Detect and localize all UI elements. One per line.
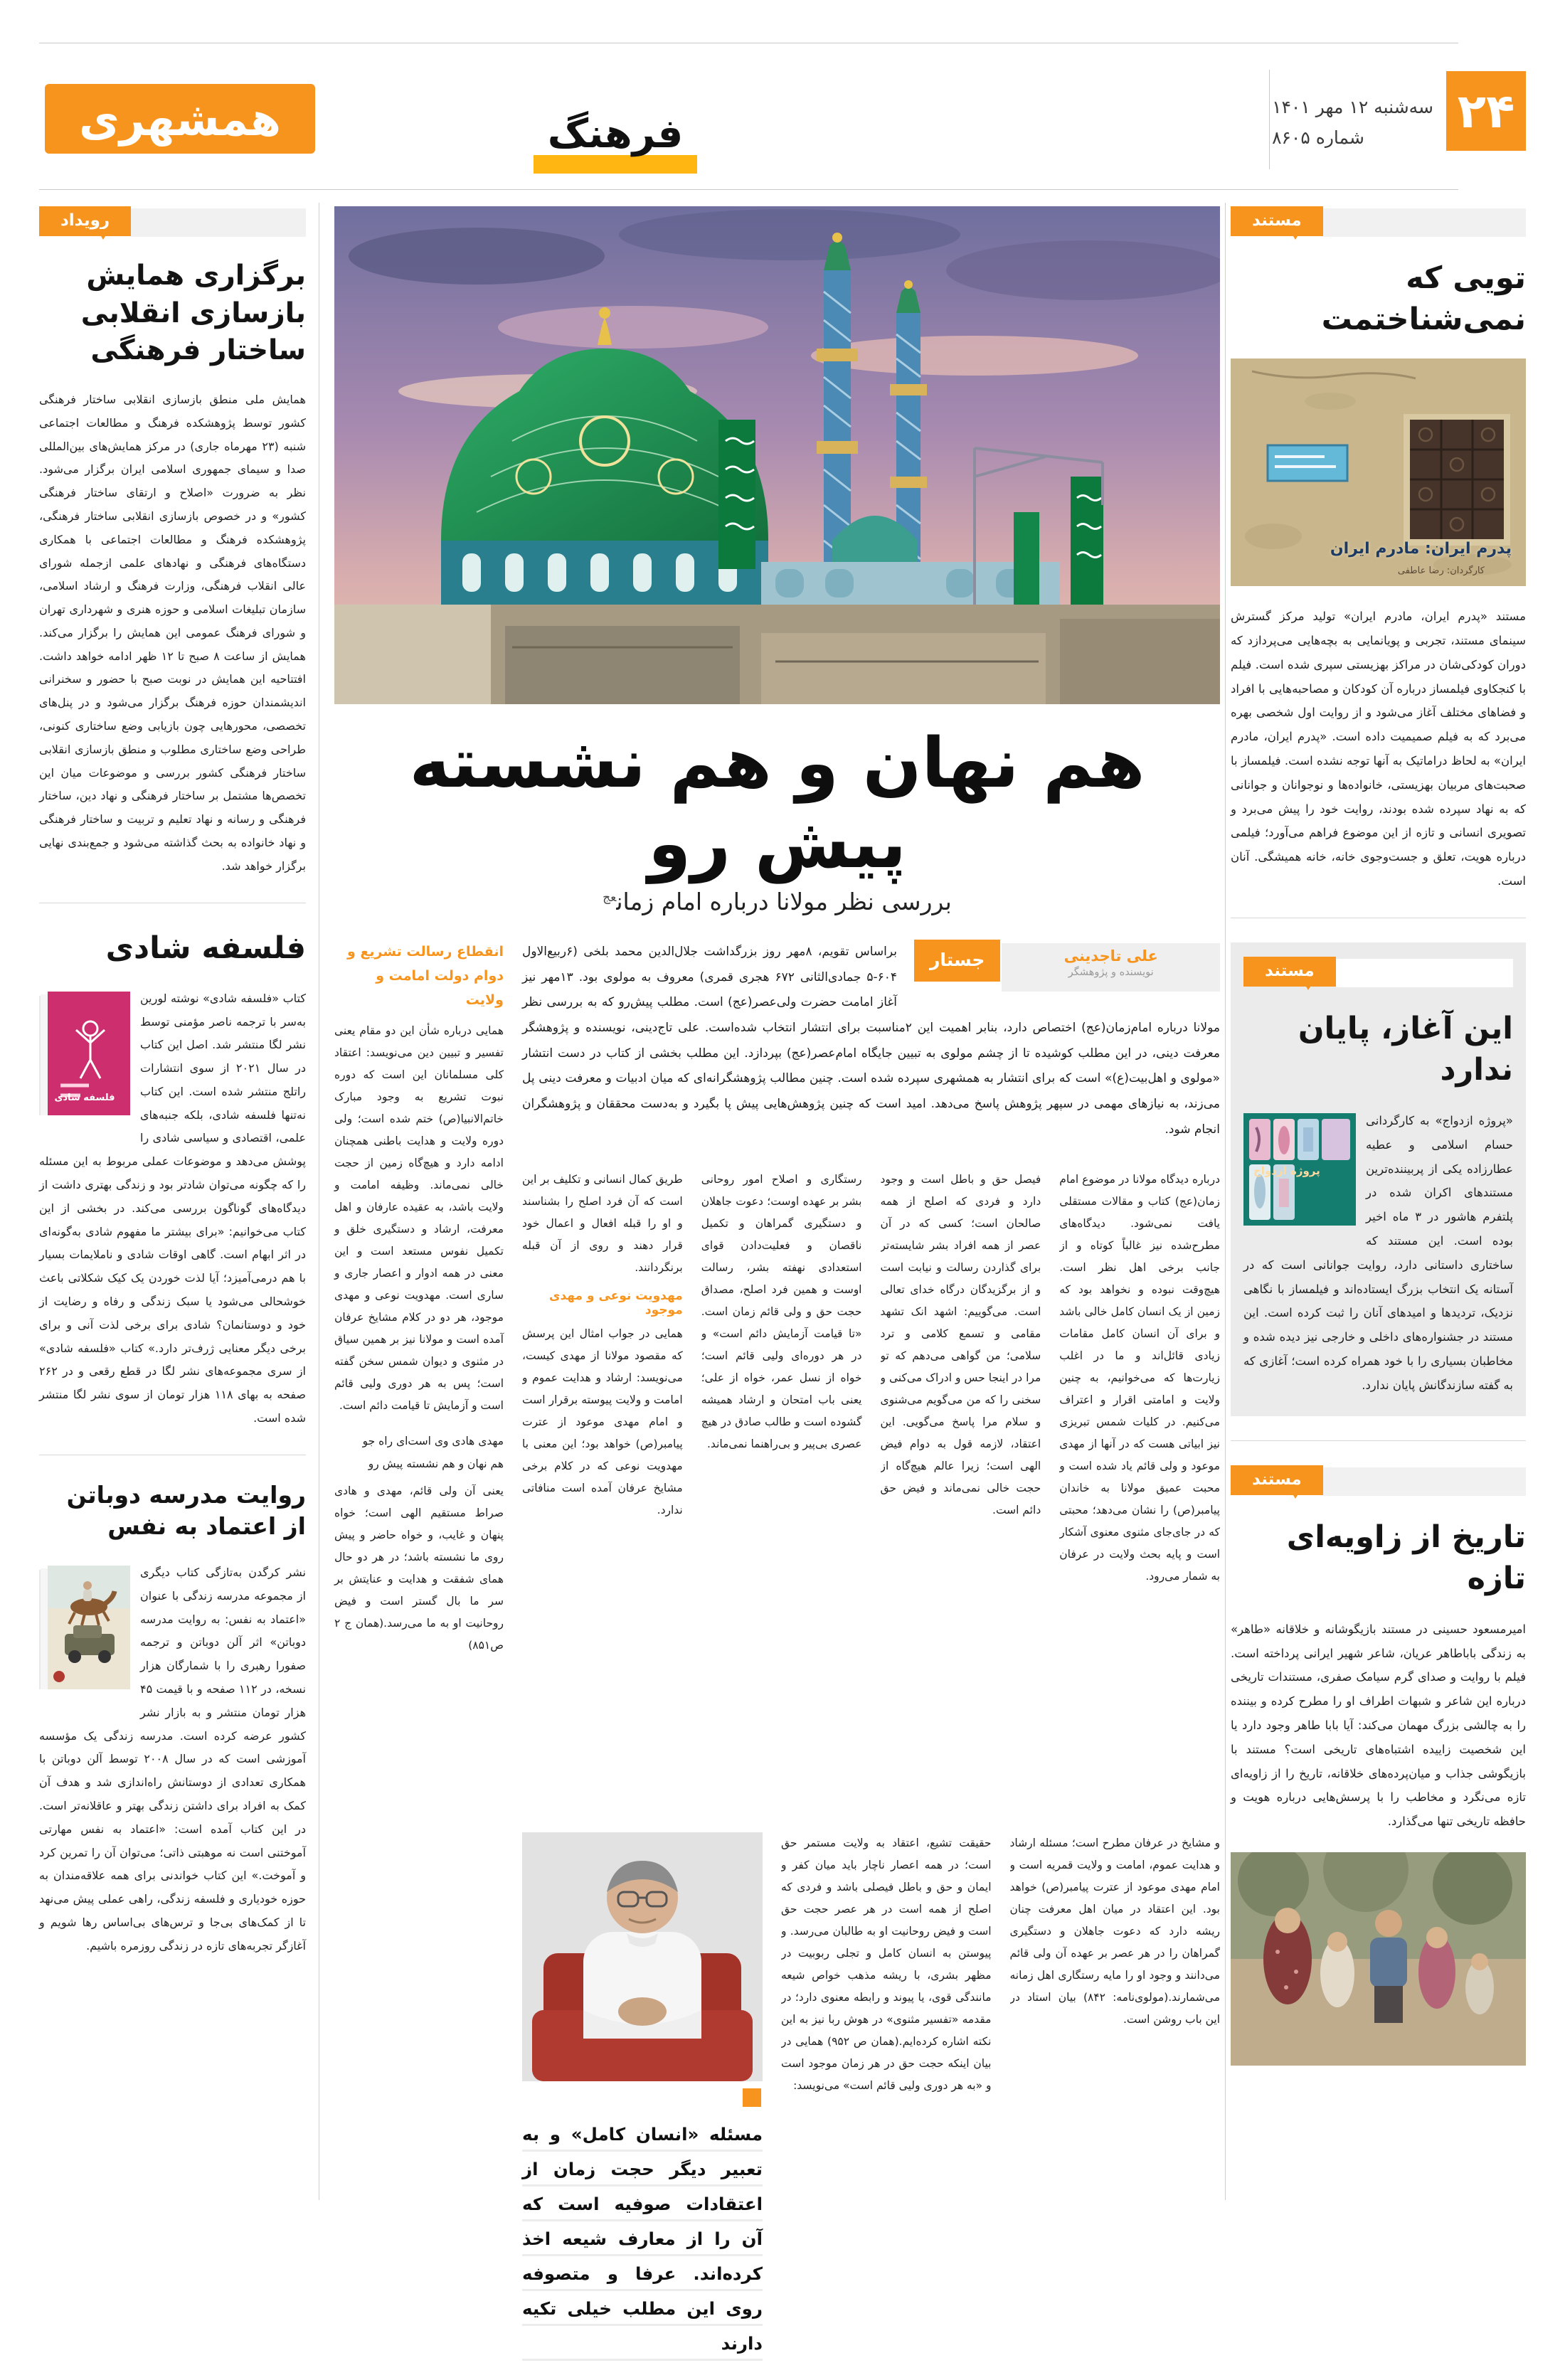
issue-line: شماره ۸۶۰۵: [1272, 127, 1364, 148]
pull-quote: مسئله «انسان کامل» و به تعبیر دیگر حجت زمان از اعتقادات صوفیه است که آن را از معارف شیعه اخذ کرده‌اند. عرفا و متصوفه روی این مطلب خیلی تکیه دارند: [522, 2117, 763, 2361]
book1-body: [39, 987, 306, 1430]
scholar-portrait-illustration: [522, 1832, 763, 2081]
mid-subhead: مهدویت نوعی و مهدی موجود: [548, 1288, 683, 1317]
doc3-body: امیرمسعود حسینی در مستند بازیگوشانه و خلاقانه «طاهر» به زندگی باباطاهر عریان، شاعر شهیر ایرانی پرداخته است. فیلم با روایت و صدای گرم سیامک صفری، مستندات تاریخی درباره این شاعر و شبهات اطراف او را مطرح کرده و بیننده را به چالشی بزرگ مهمان می‌کند: آیا بابا طاهر وجود دارد یا این شخصیت زاییده اشتباه‌های تاریخی است؟ مستند با بازیگوشی جذاب و میان‌پرده‌های خلاقانه، تاریخ را از زاویه‌ای تازه می‌نگرد و مخاطب را با پرسش‌هایی درباره هویت و حافظه تاریخی تنها می‌گذارد.: [1231, 1622, 1526, 1829]
doc1-photo-caption: پدرم ایران: مادرم ایران: [1330, 540, 1512, 558]
section-title-highlight: [534, 155, 697, 174]
right-rail: [1231, 206, 1526, 2084]
event-article: [39, 206, 306, 878]
book-article-1: [39, 928, 306, 1430]
side-subhead: انقطاع رسالت تشریع و دوام دولت امامت و ولایت: [346, 944, 504, 1009]
main-subtitle-text: بررسی نظر مولانا درباره امام زمان: [616, 888, 952, 915]
book2-cover: [39, 1566, 130, 1701]
header-vertical-rule: [1269, 70, 1270, 169]
doc2-poster: [1243, 1113, 1356, 1234]
event-body: همایش ملی منطق بازسازی انقلابی ساختار فرهنگی کشور توسط پژوهشکده فرهنگ و مطالعات اجتماعی شنبه (۲۳ مهرماه جاری) در مرکز همایش‌های بین‌المللی صدا و سیمای جمهوری اسلامی ایران برگزار می‌شود. نظر به ضرورت «اصلاح و ارتقای ساختار فرهنگی کشور» و در خصوص بازسازی انقلابی ساختار فرهنگی، پژوهشکده فرهنگ و مطالعات اجتماعی با همکاری دستگاه‌های فرهنگی و نهادهای علمی ازجمله شورای عالی انقلاب فرهنگی، وزارت فرهنگ و ارشاد اسلامی، سازمان تبلیغات اسلامی و حوزه هنری و شهرداری تهران و شورای فرهنگ عمومی این همایش را برگزار می‌کند. همایش از ساعت ۸ صبح تا ۱۲ ظهر ادامه خواهد داشت. افتتاحیه این همایش در نوبت صبح با حضور و سخنرانی اندیشمندان حوزه فرهنگ برگزار می‌شود و در پنل‌های تخصصی، محورهایی چون بازیابی وضع ساختاری کنونی، طراحی وضع ساختاری مطلوب و منطق بازسازی انقلابی ساختار فرهنگی کشور بررسی و موضوعات میان این تخصص‌ها مشتمل بر ساختار فرهنگی و نهاد دین، ساختار فرهنگی و رسانه و نهاد تعلیم و تربیت و ساختار فرهنگی و نهاد خانواده به بحث گذاشته می‌شود و جمع‌بندی نهایی برگزار خواهد شد.: [39, 392, 307, 873]
page-header: [39, 43, 1526, 196]
body-col-4: [522, 1169, 683, 1812]
verse-line-1: مهدی هادی وی است‌ای راه جو: [362, 1434, 504, 1447]
main-subtitle-sup: عج: [603, 891, 617, 905]
column-rule-right: [1225, 203, 1226, 2200]
main-article: [334, 206, 1220, 2380]
book1-cover: [39, 992, 130, 1127]
confidence-book-cover-illustration: [39, 1566, 130, 1692]
bottom-col-2: حقیقت تشیع، اعتقاد به ولایت مستمر حق است؛ در همه اعصار ناچار باید میان کفر و ایمان و حق و باطل فیصلی باشد و فردی که اصلح از همه است در هر عصر حجت حق است و فیض روحانیت او به طالبان می‌رسد. و پیوستن به انسان کامل و تجلی ربوبیت در مظهر بشری، با ریشه مذهب خواص شیعه مانندگی قوی، یا پیوند و رابطه معنوی دارد؛ در مقدمه «تفسیر مثنوی» در هوش ربا نیز به این نکته اشاره کرده‌ایم.(همان ص ۹۵۲) همایی در بیان اینکه حجت حق در هر زمان موجود است و «به هر دوری ولیی قائم است» می‌نویسد:: [781, 1836, 992, 2092]
author-role: نویسنده و پژوهشگر: [1068, 967, 1154, 979]
mosque-photo-illustration: [334, 206, 1220, 704]
doc3-headline: تاریخ از زاویه‌ای تازه: [1286, 1519, 1526, 1596]
author-name: علی تاجدینی: [1063, 947, 1158, 965]
byline: [914, 940, 1220, 992]
doc-article-1: [1231, 206, 1526, 893]
doc2-tag-row: [1243, 957, 1513, 989]
side-text: همایی درباره شأن این دو مقام یعنی تفسیر و تبیین دین می‌نویسد: اعتقاد کلی مسلمانان این است که دوره نبوت تشریع به وجود مبارک خاتم‌الانبیا(ص) ختم شده است؛ ولی دوره ولایت و هدایت باطنی همچنان ادامه دارد و هیچ‌گاه زمین از حجت خالی نمی‌ماند. وظیفه امامت و ولایت باشد، به عقیده عارفان و اهل معرفت، ارشاد و دستگیری خلق و تکمیل نفوس مستعد است و این معنی در همه ادوار و اعصار جاری و ساری است. مهدویت نوعی و مهدی موجود، هر دو در کلام مشایخ عرفان آمده است و مولانا نیز بر همین سیاق در مثنوی و دیوان شمس سخن گفته است؛ پس به هر دوری ولیی قائم است و آزمایش تا قیامت دائم است.: [334, 1024, 504, 1412]
bottom-col-1: و مشایخ در عرفان مطرح است؛ مسئله ارشاد و هدایت عموم، امامت و ولایت قمریه است و امام مهدی موعود از عترت پیامبر(ص) خواهد بود. این اعتقاد در میان اهل معرفت چنان ریشه دارد که دعوت جاهلان و دستگیری گمراهان را در هر عصر بر عهده آن ولی قائم می‌دانند و وجود او را مایه رستگاری اهل زمانه می‌شمارند.(مولوی‌نامه: ۸۴۲) بیان استاد در این باب روشن است.: [1009, 1836, 1220, 2026]
book2-body: [39, 1561, 306, 1958]
newspaper-logo-text: همشهری: [79, 91, 281, 147]
doc2-body-intro: «پروژه ازدواج» به کارگردانی حسام اسلامی و عطیه عطارزاده یکی از پربیننده‌ترین مستندهای اکران شده در پلتفرم هاشور در ۳ ماه اخیر بوده است. این مستند که ساختاری داستانی: [1366, 1113, 1514, 1272]
doc3-tag: مستند: [1231, 1465, 1323, 1495]
bottom-columns: [522, 1832, 1220, 2380]
page-number-badge: [1446, 71, 1526, 151]
page-number: ۲۴: [1457, 83, 1515, 139]
book2-headline: روایت مدرسه دوباتن از اعتماد به نفس: [66, 1480, 306, 1541]
verse-line-2: هم نهان و هم نشسته پیش رو: [368, 1457, 504, 1471]
book-article-2: [39, 1479, 306, 1958]
section-title: فرهنگ: [547, 111, 684, 157]
left-rail: [39, 206, 306, 1957]
doc1-tag: مستند: [1231, 206, 1323, 236]
doc1-photo: [1231, 358, 1526, 589]
body-col-4-bottom: همایی در جواب امثال این پرسش که مقصود مولانا از مهدی کیست، می‌نویسد: ارشاد و هدایت عموم و امامت و ولایت پیوسته برقرار است و امام مهدی موعود از عترت پیامبر(ص) خواهد بود؛ این معنی با مهدویت نوعی که در کلام برخی مشایخ عرفان آمده است منافاتی ندارد.: [522, 1327, 683, 1516]
doc2-tag: مستند: [1243, 957, 1336, 987]
tag-strip: [131, 208, 306, 237]
family-photo-illustration: [1231, 1852, 1526, 2066]
author-box: [1002, 943, 1220, 992]
book1-cover-title: فلسفه شادی: [54, 1092, 115, 1103]
body-col-3: رستگاری و اصلاح امور روحانی بشر بر عهده اوست؛ دعوت جاهلان و دستگیری گمراهان و تکمیل ناقصان و فعلیت‌دادن قوای استعدادی نهفته بشر، رسالت اوست و همین فرد اصلح، مصداق حجت حق و ولی قائم زمان است. «تا قیامت آزمایش دائم است» و در هر دوره‌ای ولیی قائم است؛ خواه از نسل عمر، خواه از علی؛ یعنی باب امتحان و ارشاد همیشه گشوده است و طالب صادق در هیچ عصری بی‌پیر و بی‌راهنما نمی‌ماند.: [701, 1172, 862, 1450]
rail-separator: [1231, 1440, 1526, 1441]
doc1-body: مستند «پدرم ایران، مادرم ایران» تولید مرکز گسترش سینمای مستند، تجربی و پویانمایی به بچه‌هایی می‌پردازد که دوران کودکی‌شان در مراکز بهزیستی سپری شده است. فیلم با کنجکاوی فیلمساز درباره آن کودکان و مصاحبه‌هایی با افراد و فضاهای مختلف آغاز می‌شود و از روایت اول شخصی بهره می‌برد که به فیلم صمیمیت داده است. «پدرم ایران، مادرم ایران» به لحاظ دراماتیک به آنها توجه نشده است. فیلمساز با صحبت‌های مربیان بهزیستی، خانواده‌ها و نوجوانان و جوانانی که به نهاد سپرده شده بودند، روایت خود را پیش می‌برد و تصویری انسانی و تازه از این موضوع فراهم می‌آورد؛ فیلمی درباره هویت، تعلق و جست‌وجوی خانه، خانه همیشگی. آنان است.: [1231, 610, 1526, 888]
tag-strip: [1323, 1467, 1526, 1496]
main-article-body: [522, 940, 1220, 2380]
mosque-photo: [334, 206, 1220, 704]
doc-article-2: [1231, 942, 1526, 1416]
body-col-4-top: طریق کمال انسانی و تکلیف بر این است که آن فرد اصلح را بشناسند و او را قبله افعال و اعمال خود قرار دهند و روی از آن قبله برنگردانند.: [522, 1172, 683, 1274]
event-headline: برگزاری همایش بازسازی انقلابی ساختار فرهنگی: [80, 260, 306, 367]
doc-article-3: [1231, 1465, 1526, 2068]
book1-body-text: کتاب «فلسفه شادی» نوشته لورین به‌سر با ترجمه ناصر مؤمنی توسط نشر لگا منتشر شد. اصل این کتاب در سال ۲۰۲۱ از سوی انتشارات راتلج منتشر شده است. این کتاب نه‌تنها فلسفه شادی، بلکه جنبه‌های علمی، اقتصادی و سیاسی شادی را پوشش می‌دهد و موضوعات عملی مربوط به این مسئله را که چگونه می‌توان شادتر بود و زندگی بهتری داشت از دیدگاه‌های گوناگون بررسی می‌کند. در بخشی از این کتاب می‌خوانیم: «برای بیشتر ما مفهوم شادی به‌گونه‌ای در اثر ابهام است. گاهی اوقات شادی و ناملایمات بسیار با هم درمی‌آمیزد؛ آیا لذت خوردن یک کیک شکلاتی باعث خوشحالی می‌شود یا سبک زندگی و رفاه و رضایت از خود و دوستانمان؟ شادی برای برخی لذت آنی و برای برخی دیگر معنایی ژرف‌تر دارد.» کتاب «فلسفه شادی» از سری مجموعه‌های نشر لگا در قطع رقعی و در ۲۶۲ صفحه به بهای ۱۱۸ هزار تومان از سوی نشر لگا منتشر شده است.: [39, 991, 306, 1425]
book1-headline: فلسفه شادی: [105, 930, 306, 966]
pullquote-marker: [743, 2088, 761, 2107]
main-subtitle: [334, 888, 1220, 915]
doc2-poster-title: پروژه ازدواج: [1253, 1164, 1320, 1177]
main-headline: هم نهان و هم نشسته پیش رو: [409, 723, 1145, 883]
event-tag-row: [39, 206, 306, 239]
body-columns: [522, 1169, 1220, 1812]
book2-body-text: نشر کرگدن به‌تازگی کتاب دیگری از مجموعه مدرسه زندگی با عنوان «اعتماد به نفس: به روایت مدرسه دوباتن» اثر آلن دوباتن و ترجمه صفورا رهبری را با شمارگان هزار نسخه، در ۱۱۲ صفحه و با قیمت ۴۵ هزار تومان منتشر و به بازار نشر کشور عرضه کرده است. مدرسه زندگی یک مؤسسه آموزشی است که در سال ۲۰۰۸ توسط آلن دوباتن با همکاری تعدادی از دوستانش راه‌اندازی شد و هدف آن کمک به افراد برای داشتن زندگی بهتر و عاقلانه‌تر است. در این کتاب آمده است: «اعتماد به نفس مهارتی آموختنی است نه موهبتی ذاتی؛ می‌توان آن را تمرین کرد و آموخت.» این کتاب خواندنی برای همه علاقه‌مندان به حوزه خودیاری و فلسفه زندگی، راهی عملی پیش می‌نهد تا از کمک‌های بی‌جا و ترس‌های بی‌اساس رها شویم و آغازگر تجربه‌های تازه در زندگی روزمره باشیم.: [39, 1565, 306, 1953]
doc2-body: [1243, 1109, 1513, 1398]
doc1-headline: تویی که نمی‌شناختمت: [1321, 260, 1526, 338]
section-title-wrap: [39, 43, 1192, 196]
doc3-tag-row: [1231, 1465, 1526, 1498]
event-tag: رویداد: [39, 206, 131, 236]
doc2-body-rest: دارد، روایت جوانانی است که در آستانه یک انتخاب بزرگ ایستاده‌اند و فیلمساز با نگاهی نزدیک، تردیدها و امیدهای آنان را ثبت کرده است. این مستند در جشنواره‌های داخلی و خارجی نیز دیده شده و مخاطبان بسیاری را با خود همراه کرده است؛ آغازی که به گفته سازندگانش پایان ندارد.: [1243, 1258, 1513, 1392]
doc2-headline: این آغاز، پایان ندارد: [1298, 1010, 1513, 1088]
body-col-1: درباره دیدگاه مولانا در موضوع امام زمان(عج) کتاب و مقالات مستقلی یافت نمی‌شود. دیدگاه‌های مطرح‌شده نیز غالباً کوتاه و از جانب برخی اهل نظر است. هیچ‌وقت نبوده و نخواهد بود که زمین از یک انسان کامل خالی باشد و برای آن انسان کامل مقامات زیادی قائل‌اند و ما در اغلب زیارت‌ها که می‌خوانیم، به چنین ولایت و امامتی اقرار و اعتراف می‌کنیم. در کلیات شمس تبریزی نیز ابیاتی هست که در آنها از مهدی موعود و ولی قائم یاد شده است و محبت عمیق مولانا به خاندان پیامبر(ص) را نشان می‌دهد؛ محبتی که در جای‌جای مثنوی معنوی آشکار است و پایه بحث ولایت در عرفان به شمار می‌رود.: [1059, 1172, 1220, 1583]
verse-explanation: یعنی آن ولی قائم، مهدی و هادی صراط مستقیم الهی است؛ خواه پنهان و غایب، و خواه حاضر و پیش روی ما نشسته باشد؛ در هر دو حال همای شفقت و هدایت و عنایتش بر سر ما بال گستر است و فیض روحانیت او به ما می‌رسد.(همان ج ۲ ص۸۵۱): [334, 1484, 504, 1652]
tag-strip: [1323, 208, 1526, 237]
portrait-block: [522, 1832, 763, 2380]
date-block: [1272, 92, 1433, 153]
verse-block: [334, 1430, 504, 1476]
doc3-photo: [1231, 1852, 1526, 2068]
side-column: [334, 940, 504, 2380]
tag-strip: [1336, 959, 1513, 987]
doc1-tag-row: [1231, 206, 1526, 239]
body-col-2: فیصل حق و باطل است و وجود دارد و فردی که اصلح از همه صالحان است؛ کسی که در آن عصر از همه افراد بشر شایسته‌تر برای گذاردن رسالت و نیابت است و از برگزیدگان درگاه خدای تعالی است. می‌گوییم: اشهد انک تشهد مقامی و تسمع کلامی و ترد سلامی؛ من گواهی می‌دهم که تو مرا در اینجا حس و ادراک می‌کنی و سخنی را که من می‌گویم می‌شنوی و سلام مرا پاسخ می‌گویی. این اعتقاد، لازمه قول به دوام فیض الهی است؛ زیرا عالم هیچ‌گاه از حجت خالی نمی‌ماند و فیض حق دائم است.: [880, 1172, 1041, 1516]
essay-tag: جستار: [914, 940, 1000, 982]
lead-paragraph: براساس تقویم، ۸مهر روز بزرگداشت جلال‌الدین محمد بلخی (۶ربیع‌الاول ۶۰۴-۵ جمادی‌الثانی ۶۷۲ هجری قمری) معروف به مولوی بود. ۱۳مهر نیز آغاز امامت حضرت ولی‌عصر(عج) است. مطلب پیش‌رو که به بررسی نظر مولانا درباره امام‌زمان(عج) اختصاص دارد، بنابر اهمیت این ۲مناسبت برای انتشار انتخاب شده‌است. علی تاج‌دینی، نویسنده و پژوهشگر معرفت دینی، در این مطلب کوشیده تا از چشم مولوی به تبیین جایگاه امام‌عصر(عج) بپردازد. این مطلب بخشی از کتاب در دست انتشار «مولوی و اهل‌بیت(ع)» است که برای انتشار به همشهری سپرده شده است. چنین مطالب پژوهشگرانه‌ای که میان ادبیات و معرفت دینی پل می‌زند، به نیازهای مهمی در سپهر پژوهش پاسخ می‌دهد. امید است که چنین پژوهش‌هایی پیش پا بگیرد و به‌دست محققان و پژوهشگران انجام شود.: [522, 945, 1220, 1137]
doc1-photo-subcaption: کارگردان: رضا عاطفی: [1397, 565, 1485, 577]
date-line: سه‌شنبه ۱۲ مهر ۱۴۰۱: [1272, 97, 1433, 117]
